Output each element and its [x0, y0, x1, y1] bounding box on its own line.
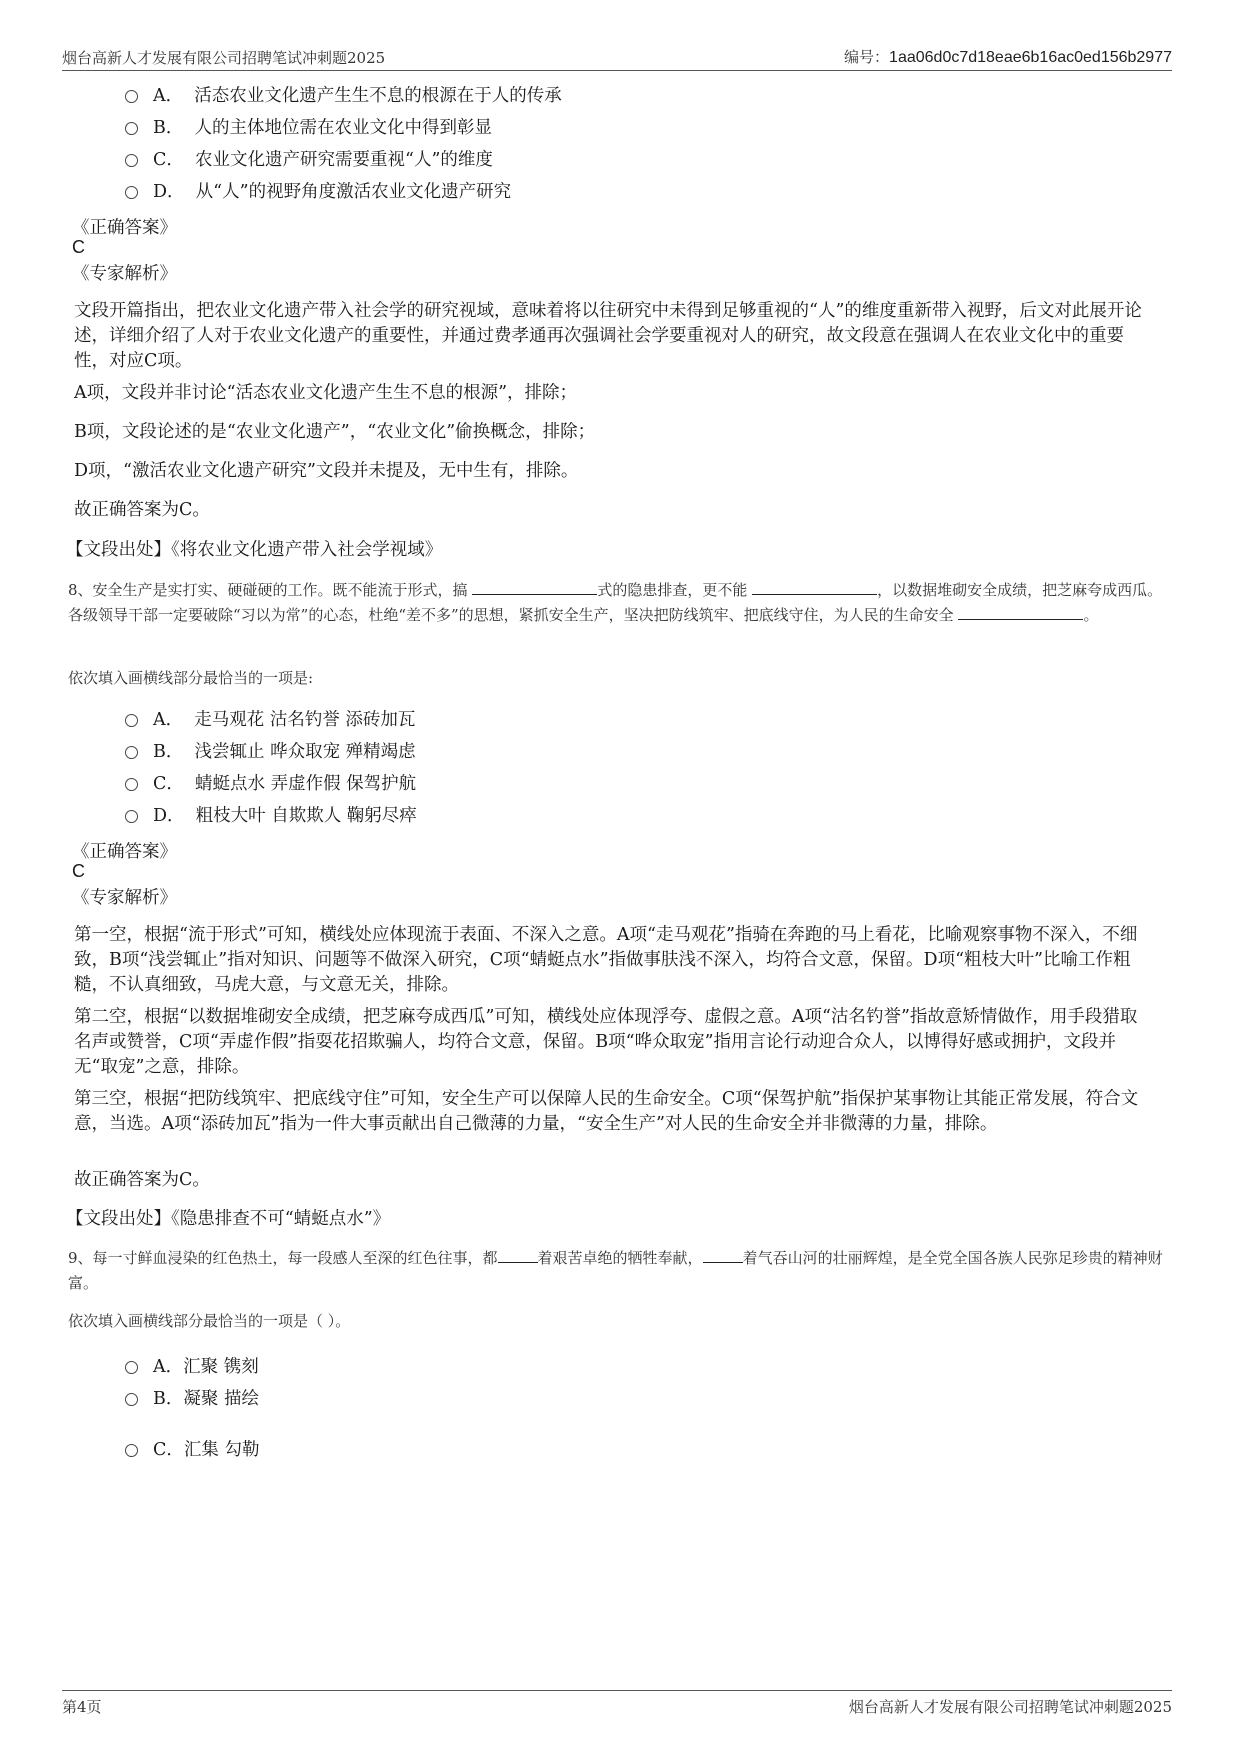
- radio-icon[interactable]: [125, 778, 138, 791]
- q9-blank-1: [498, 1248, 538, 1263]
- q7-analysis-paragraph: B项，文段论述的是“农业文化遗产”，“农业文化”偷换概念，排除；: [74, 422, 596, 442]
- footer-title: 烟台高新人才发展有限公司招聘笔试冲刺题2025: [848, 1698, 1172, 1716]
- q8-blank-3: [958, 605, 1083, 620]
- q7-analysis-paragraph: A项，文段并非讨论“活态农业文化遗产生生不息的根源”，排除；: [74, 383, 578, 403]
- q9-stem: [68, 1246, 1168, 1296]
- option-letter: D．: [153, 182, 185, 202]
- option-letter: C．: [153, 774, 184, 794]
- radio-icon[interactable]: [125, 746, 138, 759]
- option-text: 汇集 勾勒: [183, 1440, 260, 1460]
- q8-stem-part: ，以数据堆砌安全成绩，把芝麻夸成西瓜。各级领导干部一定要破除“习以为常”的心态，杜绝“差不多”的思想，紧抓安全生产，坚决把防线筑牢、把底线守住，为人民的生命安全: [68, 581, 1163, 624]
- q7-answer: C: [72, 237, 85, 257]
- radio-icon[interactable]: [125, 90, 138, 103]
- q7-analysis-label: 《专家解析》: [72, 264, 177, 284]
- option-text: 凝聚 描绘: [183, 1389, 259, 1409]
- radio-icon[interactable]: [125, 1361, 138, 1374]
- q8-answer-label: 《正确答案》: [72, 842, 177, 862]
- option-letter: B．: [153, 742, 184, 762]
- radio-icon[interactable]: [125, 714, 138, 727]
- radio-icon[interactable]: [125, 810, 138, 823]
- option-letter: A．: [153, 86, 184, 106]
- option-text: 活态农业文化遗产生生不息的根源在于人的传承: [194, 86, 562, 106]
- document-id-label: 编号：: [844, 48, 890, 66]
- q9-stem-part: 着艰苦卓绝的牺牲奉献，: [537, 1249, 703, 1267]
- q8-answer: C: [72, 861, 85, 881]
- q8-blank-2: [752, 580, 877, 595]
- header-title: 烟台高新人才发展有限公司招聘笔试冲刺题2025: [62, 49, 386, 67]
- option-letter: D．: [153, 806, 185, 826]
- q7-analysis-paragraph: 故正确答案为C。: [74, 500, 210, 520]
- q9-stem-part: 着气吞山河的壮丽辉煌，是全党全国各族人民弥足珍贵的精神财富。: [68, 1249, 1163, 1292]
- option-text: 浅尝辄止 哗众取宠 殚精竭虑: [194, 742, 416, 762]
- q8-analysis-paragraph: 故正确答案为C。: [74, 1170, 210, 1190]
- radio-icon[interactable]: [125, 122, 138, 135]
- q8-blank-1: [472, 580, 597, 595]
- q8-analysis-paragraph: 第三空，根据“把防线筑牢、把底线守住”可知，安全生产可以保障人民的生命安全。C项“保驾护航”指保护某事物让其能正常发展，符合文意，当选。A项“添砖加瓦”指为一件大事贡献出自己微薄的力量，“安全生产”对人民的生命安全并非微薄的力量，排除。: [74, 1089, 1139, 1134]
- option-letter: A．: [153, 710, 184, 730]
- page-number: 第4页: [62, 1698, 102, 1716]
- q8-analysis-label: 《专家解析》: [72, 888, 177, 908]
- q8-stem-part: 式的隐患排查，更不能: [597, 581, 748, 599]
- option-text: 粗枝大叶 自欺欺人 鞠躬尽瘁: [195, 806, 417, 826]
- footer-rule: [62, 1690, 1172, 1691]
- q7-analysis-paragraph: 文段开篇指出，把农业文化遗产带入社会学的研究视域，意味着将以往研究中未得到足够重视的“人”的维度重新带入视野，后文对此展开论述，详细介绍了人对于农业文化遗产的重要性，并通过费孝通再次强调社会学要重视对人的研究，故文段意在强调人在农业文化中的重要性，对应C项。: [74, 301, 1142, 371]
- q9-blank-2: [703, 1248, 743, 1263]
- document-id: [844, 46, 1172, 67]
- q8-stem-part: 。: [1083, 606, 1099, 624]
- radio-icon[interactable]: [125, 186, 138, 199]
- q8-analysis-paragraph: 第一空，根据“流于形式”可知，横线处应体现流于表面、不深入之意。A项“走马观花”指骑在奔跑的马上看花，比喻观察事物不深入，不细致，B项“浅尝辄止”指对知识、问题等不做深入研究，C项“蜻蜓点水”指做事肤浅不深入，均符合文意，保留。D项“粗枝大叶”比喻工作粗糙，不认真细致，马虎大意，与文意无关，排除。: [74, 925, 1138, 995]
- option-letter: C．: [153, 1440, 184, 1460]
- q8-prompt: 依次填入画横线部分最恰当的一项是:: [68, 669, 314, 687]
- option-text: 农业文化遗产研究需要重视“人”的维度: [195, 150, 493, 170]
- document-id-value: 1aa06d0c7d18eae6b16ac0ed156b2977: [889, 49, 1172, 66]
- q9-prompt: 依次填入画横线部分最恰当的一项是（ ）。: [68, 1312, 351, 1330]
- header-rule: [62, 70, 1172, 71]
- radio-icon[interactable]: [125, 1444, 138, 1457]
- option-text: 蜻蜓点水 弄虚作假 保驾护航: [195, 774, 417, 794]
- option-text: 从“人”的视野角度激活农业文化遗产研究: [195, 182, 512, 202]
- option-letter: B．: [153, 1389, 184, 1409]
- option-text: 人的主体地位需在农业文化中得到彰显: [194, 118, 493, 138]
- option-letter: C．: [153, 150, 184, 170]
- radio-icon[interactable]: [125, 154, 138, 167]
- radio-icon[interactable]: [125, 1393, 138, 1406]
- option-letter: A．: [153, 1357, 184, 1377]
- q8-source: 【文段出处】《隐患排查不可“蜻蜓点水”》: [66, 1209, 391, 1229]
- q9-stem-part: 9、每一寸鲜血浸染的红色热土，每一段感人至深的红色往事，都: [68, 1249, 498, 1267]
- q7-answer-label: 《正确答案》: [72, 218, 177, 238]
- q8-analysis-paragraph: 第二空，根据“以数据堆砌安全成绩，把芝麻夸成西瓜”可知，横线处应体现浮夸、虚假之意。A项“沽名钓誉”指故意矫情做作，用手段猎取名声或赞誉，C项“弄虚作假”指耍花招欺骗人，均符合文意，保留。B项“哗众取宠”指用言论行动迎合众人，以博得好感或拥护，文段并无“取宠”之意，排除。: [74, 1007, 1138, 1077]
- q8-stem-part: 8、安全生产是实打实、硬碰硬的工作。既不能流于形式，搞: [68, 581, 468, 599]
- q8-stem: [68, 578, 1168, 628]
- q7-analysis-paragraph: D项，“激活农业文化遗产研究”文段并未提及，无中生有，排除。: [74, 461, 579, 481]
- option-letter: B．: [153, 118, 184, 138]
- option-text: 走马观花 沽名钓誉 添砖加瓦: [194, 710, 416, 730]
- option-text: 汇聚 镌刻: [183, 1357, 259, 1377]
- q7-source: 【文段出处】《将农业文化遗产带入社会学视域》: [66, 540, 443, 560]
